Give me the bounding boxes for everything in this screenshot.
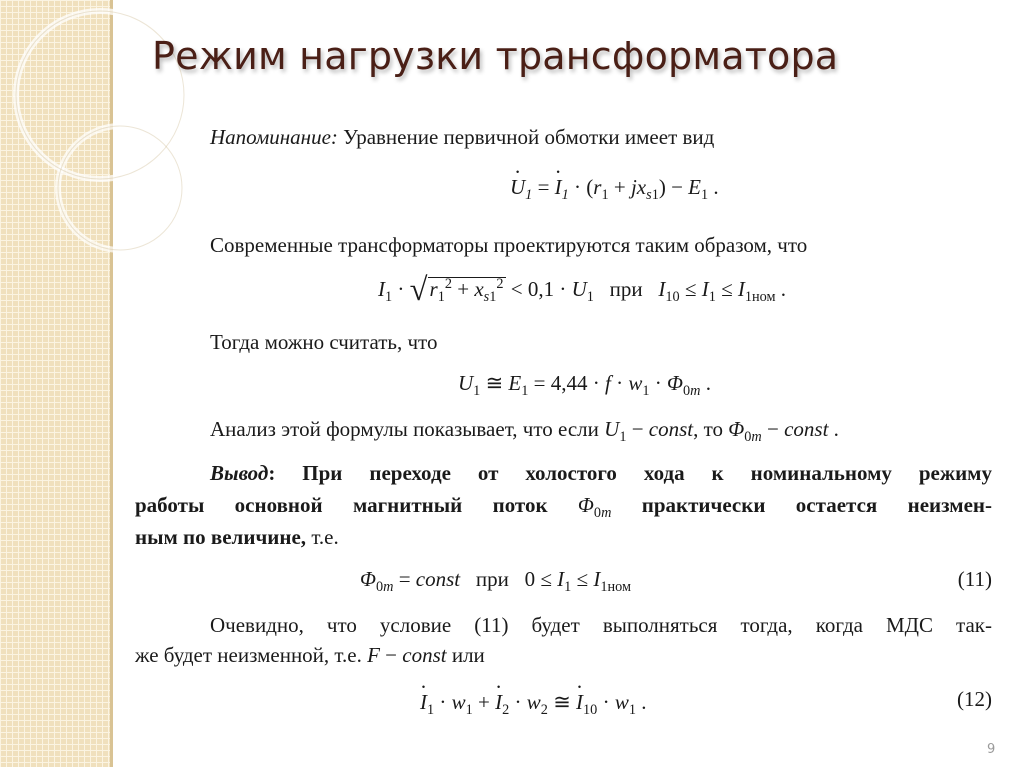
sub-nom: 1ном bbox=[744, 288, 776, 305]
obviously-line-1: Очевидно, что условие (11) будет выполняться тогда, когда МДС так- bbox=[210, 613, 992, 637]
flux-constant-formula: $\Phi_{0m}$ = const при $0 \le I_1 \le I_{1ном}$ bbox=[360, 567, 631, 595]
reminder-paragraph bbox=[210, 125, 714, 150]
reminder-label: Напоминание: bbox=[210, 125, 338, 149]
conclusion-line-3: ным по величине, т.е. bbox=[135, 525, 339, 549]
analysis-paragraph: Анализ этой формулы показывает, что если $U_1$ − const, то $\Phi_{0m}$ − const . bbox=[210, 417, 839, 445]
conclusion-line-2: работы основной магнитный поток $\Phi_{0m}$ практически остается неизмен- bbox=[135, 493, 992, 521]
mmf-balance-formula: · $I_1 \cdot w_1$ + · $I_2 \cdot w_2$ ≅ · $I_{10} \cdot w_1$ . bbox=[420, 690, 646, 715]
current-condition-formula: $I_1 \cdot √r_1^2 + x_{s1}^2 < 0,1 \cdot U_1$ при $I_{10} \le I_1 \le I_{1ном}$ . bbox=[378, 271, 787, 308]
modern-transformers-paragraph: Современные трансформаторы проектируются таким образом, что bbox=[210, 233, 808, 257]
obviously-line-2: же будет неизменной, т.е. F − const или bbox=[135, 643, 485, 667]
then-paragraph: Тогда можно считать, что bbox=[210, 330, 438, 354]
equation-number-11: (11) bbox=[957, 567, 992, 591]
word-pri: при bbox=[609, 277, 643, 301]
primary-winding-equation: · $U_1$ = · $I_1 \cdot (r_1 + jx_{s1}) - E_1$ . bbox=[510, 175, 719, 200]
conclusion-line-1: Вывод: При переходе от холостого хода к номинальному режиму bbox=[210, 461, 992, 485]
emf-formula: $U_1$ ≅ $E_1 = 4,44 \cdot f \cdot w_1 \cdot \Phi_{0m}$ . bbox=[458, 371, 711, 399]
reminder-text: Уравнение первичной обмотки имеет вид bbox=[337, 125, 715, 149]
page-number: 9 bbox=[987, 742, 996, 757]
conclusion-label: Вывод bbox=[210, 461, 269, 485]
slide-title: Режим нагрузки трансформатора bbox=[152, 34, 839, 78]
equation-number-12: (12) bbox=[957, 687, 992, 711]
